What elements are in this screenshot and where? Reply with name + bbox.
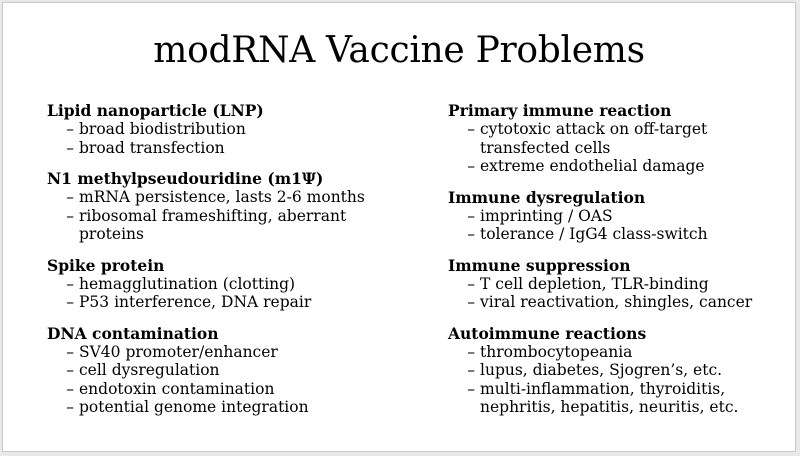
bullet-list (448, 275, 793, 312)
list-item: – extreme endothelial damage (448, 157, 793, 176)
list-item: – multi-inflammation, thyroiditis, nephritis, hepatitis, neuritis, etc. (448, 380, 793, 417)
list-item: – mRNA persistence, lasts 2-6 months (47, 188, 387, 207)
list-item: – lupus, diabetes, Sjogren’s, etc. (448, 361, 793, 380)
section-immune-dysregulation (448, 189, 793, 244)
section-dna (47, 325, 387, 417)
right-column (448, 102, 793, 430)
dash-marker: – (66, 274, 74, 293)
bullet-list (448, 343, 793, 417)
list-item: – broad transfection (47, 139, 387, 158)
section-immune-suppression (448, 257, 793, 312)
dash-marker: – (66, 206, 74, 225)
list-item: – potential genome integration (47, 398, 387, 417)
list-item: – hemagglutination (clotting) (47, 275, 387, 294)
list-item: – viral reactivation, shingles, cancer (448, 293, 793, 312)
dash-marker: – (467, 361, 475, 379)
section-heading: Immune dysregulation (448, 187, 646, 207)
section-m1psi (47, 170, 387, 244)
dash-marker: – (66, 342, 74, 361)
section-heading: Immune suppression (448, 255, 631, 275)
list-item: – broad biodistribution (47, 120, 387, 139)
list-item: – cell dysregulation (47, 361, 387, 380)
section-heading: DNA contamination (47, 323, 219, 343)
section-primary-immune (448, 102, 793, 176)
section-heading: N1 methylpseudouridine (m1Ψ) (47, 169, 324, 188)
list-item: – SV40 promoter/enhancer (47, 343, 387, 362)
list-item: – imprinting / OAS (448, 207, 793, 226)
section-lnp (47, 102, 387, 157)
dash-marker: – (467, 274, 475, 293)
dash-marker: – (467, 225, 475, 243)
dash-marker: – (66, 138, 74, 157)
list-item: – endotoxin contamination (47, 380, 387, 399)
dash-marker: – (467, 206, 475, 225)
dash-marker: – (467, 157, 475, 175)
section-heading: Lipid nanoparticle (LNP) (47, 101, 264, 120)
dash-marker: – (66, 293, 74, 311)
list-item: – T cell depletion, TLR-binding (448, 275, 793, 294)
dash-marker: – (66, 120, 74, 138)
bullet-list (47, 343, 387, 417)
bullet-list (448, 207, 793, 244)
dash-marker: – (66, 398, 74, 416)
dash-marker: – (467, 293, 475, 311)
list-item: – ribosomal frameshifting, aberrant proteins (47, 207, 387, 244)
bullet-list (47, 188, 387, 244)
dash-marker: – (467, 120, 475, 138)
list-item: – P53 interference, DNA repair (47, 293, 387, 312)
left-column (47, 102, 387, 430)
dash-marker: – (467, 342, 475, 361)
slide (2, 2, 796, 452)
bullet-list (47, 120, 387, 157)
dash-marker: – (467, 379, 475, 398)
dash-marker: – (66, 379, 74, 398)
slide-title: modRNA Vaccine Problems (153, 30, 645, 71)
section-autoimmune (448, 325, 793, 417)
section-heading: Spike protein (47, 255, 165, 275)
section-heading: Primary immune reaction (448, 101, 672, 120)
bullet-list (47, 275, 387, 312)
dash-marker: – (66, 361, 74, 379)
section-heading: Autoimmune reactions (448, 323, 647, 343)
list-item: – tolerance / IgG4 class-switch (448, 225, 793, 244)
dash-marker: – (66, 188, 74, 206)
section-spike (47, 257, 387, 312)
list-item: – thrombocytopeania (448, 343, 793, 362)
list-item: – cytotoxic attack on off-target transfected cells (448, 120, 793, 157)
bullet-list (448, 120, 793, 176)
